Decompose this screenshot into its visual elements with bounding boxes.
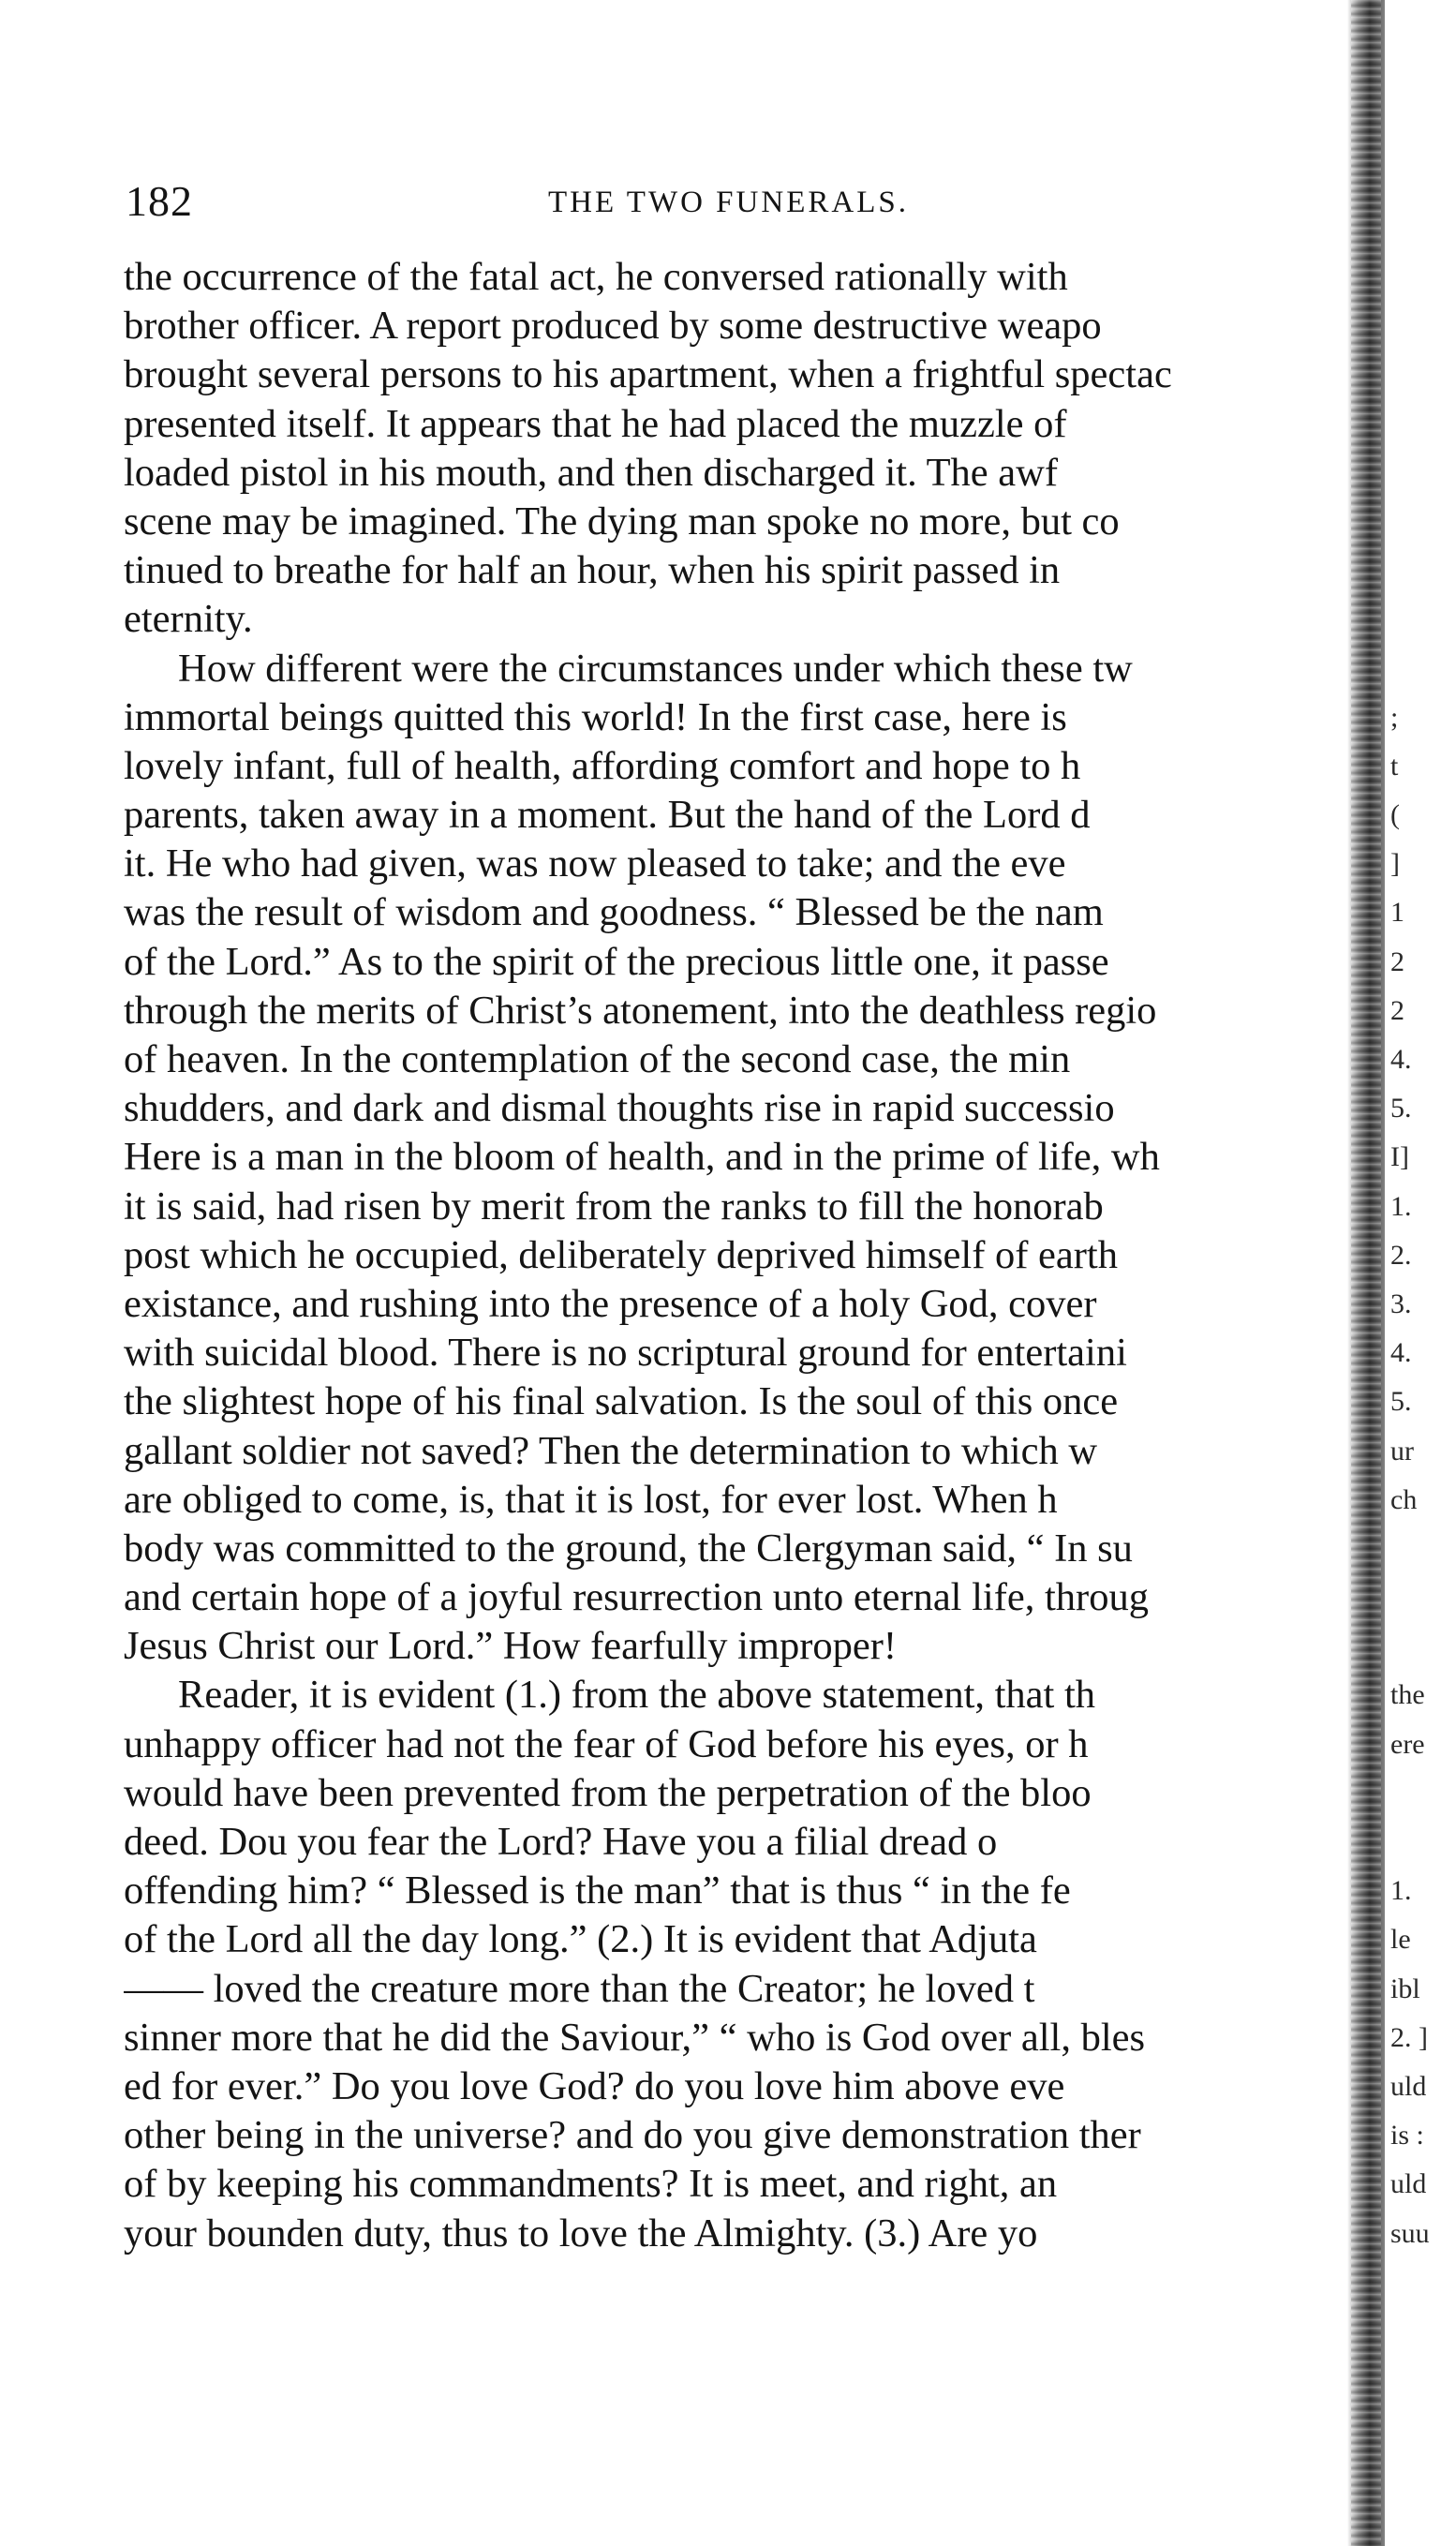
text-line: gallant soldier not saved? Then the determination to which w (124, 1428, 1098, 1473)
binding-gutter-speckle (1351, 0, 1381, 2546)
margin-fragment: 4. (1390, 1337, 1412, 1369)
margin-fragment: 2 (1390, 994, 1404, 1026)
page-number: 182 (126, 177, 193, 225)
text-line: sinner more that he did the Saviour,” “ who is God over all, bles (124, 2015, 1146, 2060)
margin-fragment: 2. (1390, 1239, 1412, 1271)
text-line: scene may be imagined. The dying man spoke no more, but co (124, 499, 1120, 543)
text-line: Here is a man in the bloom of health, and in the prime of life, wh (124, 1135, 1160, 1180)
text-line: the slightest hope of his final salvation. Is the soul of this once (124, 1379, 1119, 1424)
margin-fragment: uld (1390, 2168, 1427, 2200)
margin-fragment (1390, 350, 1454, 399)
margin-fragment (1390, 1818, 1454, 1867)
text-line: existance, and rushing into the presence of a holy God, cover (124, 1281, 1097, 1326)
text-line: your bounden duty, thus to love the Almighty. (3.) Are yo (124, 2211, 1038, 2256)
bleed-through-margin (1390, 253, 1454, 2258)
margin-fragment: ur (1390, 1435, 1414, 1467)
margin-fragment: ( (1390, 799, 1400, 831)
text-line: deed. Dou you fear the Lord? Have you a filial dread o (124, 1820, 998, 1864)
margin-fragment (1390, 1525, 1454, 1573)
text-line: immortal beings quitted this world! In the first case, here is (124, 694, 1067, 739)
margin-fragment: 2 (1390, 945, 1404, 977)
margin-fragment: ibl (1390, 1973, 1420, 2004)
margin-fragment: 5. (1390, 1386, 1412, 1418)
margin-fragment: is : (1390, 2120, 1424, 2151)
margin-fragment: 1 (1390, 897, 1404, 929)
margin-fragment: ere (1390, 1728, 1425, 1760)
text-line: through the merits of Christ’s atonement, into the deathless regio (124, 988, 1157, 1033)
margin-fragment: le (1390, 1924, 1411, 1956)
margin-fragment: ] (1390, 848, 1400, 880)
text-line: it is said, had risen by merit from the ranks to fill the honorab (124, 1184, 1104, 1228)
text-line: would have been prevented from the perpetration of the bloo (124, 1770, 1092, 1815)
text-line: tinued to breathe for half an hour, when his spirit passed in (124, 548, 1061, 593)
running-title: THE TWO FUNERALS. (548, 186, 909, 219)
margin-fragment: 2. ] (1390, 2021, 1428, 2053)
margin-fragment: 1. (1390, 1190, 1412, 1222)
body-text (124, 253, 1389, 2258)
margin-fragment: 3. (1390, 1288, 1412, 1319)
margin-fragment: suu (1390, 2217, 1430, 2249)
text-line: —— loved the creature more than the Creator; he loved t (124, 1966, 1035, 2011)
margin-fragment: 5. (1390, 1093, 1412, 1124)
text-line: brother officer. A report produced by some destructive weapo (124, 304, 1102, 349)
text-line: unhappy officer had not the fear of God before his eyes, or h (124, 1721, 1089, 1766)
text-line: Reader, it is evident (1.) from the above statement, that th (178, 1673, 1096, 1718)
text-line: the occurrence of the fatal act, he conversed rationally with (124, 255, 1068, 299)
text-line: loaded pistol in his mouth, and then discharged it. The awf (124, 450, 1059, 495)
margin-fragment (1390, 302, 1454, 350)
text-line: and certain hope of a joyful resurrection unto eternal life, throug (124, 1575, 1149, 1620)
text-line: was the result of wisdom and goodness. “ Blessed be the nam (124, 890, 1104, 935)
text-line: parents, taken away in a moment. But the hand of the Lord d (124, 793, 1091, 838)
text-line: How different were the circumstances under which these tw (178, 646, 1133, 691)
margin-fragment (1390, 498, 1454, 546)
text-line: body was committed to the ground, the Clergyman said, “ In su (124, 1526, 1133, 1571)
margin-fragment (1390, 400, 1454, 449)
margin-fragment: ch (1390, 1483, 1418, 1515)
margin-fragment (1390, 1769, 1454, 1818)
margin-fragment: uld (1390, 2070, 1427, 2102)
text-line: shudders, and dark and dismal thoughts rise in rapid successio (124, 1086, 1115, 1131)
text-line: post which he occupied, deliberately deprived himself of earth (124, 1232, 1118, 1277)
text-line: eternity. (124, 597, 253, 642)
text-line: ed for ever.” Do you love God? do you love him above eve (124, 2063, 1065, 2108)
margin-fragment (1390, 1573, 1454, 1622)
text-line: of the Lord all the day long.” (2.) It is evident that Adjuta (124, 1917, 1037, 1962)
margin-fragment (1390, 546, 1454, 595)
margin-fragment: t (1390, 750, 1399, 782)
text-line: are obliged to come, is, that it is lost, for ever lost. When h (124, 1477, 1058, 1522)
margin-fragment (1390, 645, 1454, 693)
margin-fragment: the (1390, 1679, 1425, 1711)
text-line: of by keeping his commandments? It is meet, and right, an (124, 2162, 1058, 2207)
margin-fragment (1390, 1622, 1454, 1671)
text-line: presented itself. It appears that he had placed the muzzle of (124, 401, 1067, 446)
text-line: brought several persons to his apartment, when a frightful spectac (124, 352, 1172, 397)
margin-fragment (1390, 449, 1454, 498)
margin-fragment: 4. (1390, 1044, 1412, 1075)
text-line: it. He who had given, was now pleased to take; and the eve (124, 841, 1066, 886)
text-line: lovely infant, full of health, affording comfort and hope to h (124, 743, 1081, 788)
text-line: Jesus Christ our Lord.” How fearfully improper! (124, 1624, 898, 1669)
text-line: with suicidal blood. There is no scriptural ground for entertaini (124, 1331, 1127, 1376)
margin-fragment: 1. (1390, 1875, 1412, 1907)
margin-fragment: ; (1390, 701, 1399, 733)
text-line: of heaven. In the contemplation of the second case, the min (124, 1037, 1071, 1081)
margin-fragment (1390, 253, 1454, 302)
text-line: of the Lord.” As to the spirit of the precious little one, it passe (124, 939, 1109, 984)
margin-fragment: I] (1390, 1141, 1409, 1173)
text-line: offending him? “ Blessed is the man” that is thus “ in the fe (124, 1869, 1071, 1913)
margin-fragment (1390, 595, 1454, 644)
text-line: other being in the universe? and do you give demonstration ther (124, 2113, 1141, 2158)
